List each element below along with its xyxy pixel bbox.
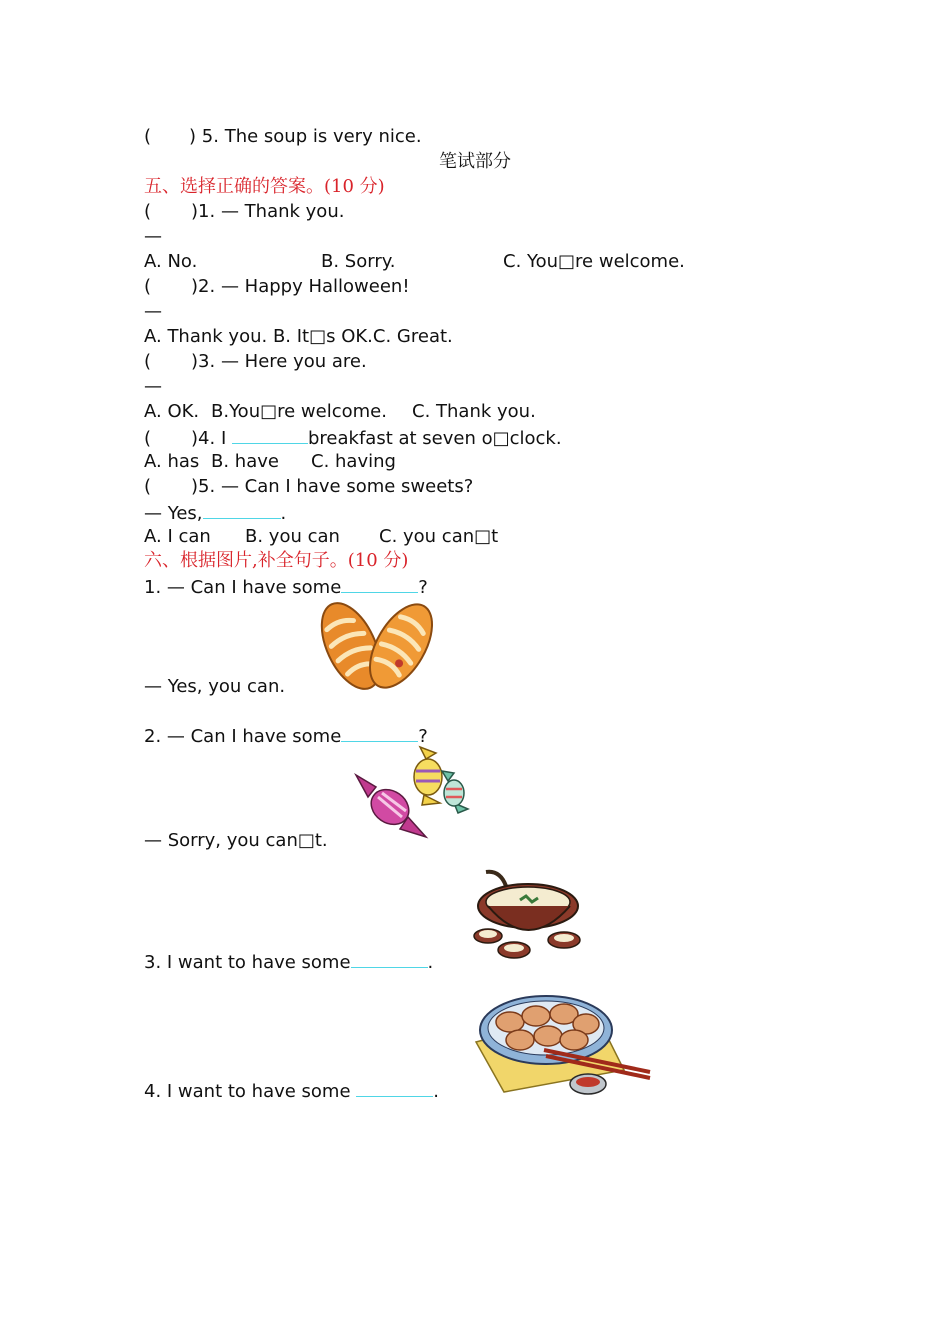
part6-s2: 2. — Can I have some ?: [144, 723, 428, 749]
option-b: B. Sorry.: [321, 251, 396, 272]
option-b: B.You□re welcome.: [211, 401, 387, 422]
q3-dash: —: [144, 376, 162, 397]
part5-heading: 五、选择正确的答案。(10 分): [144, 176, 385, 197]
part5-q2: ( )2. — Happy Halloween!: [144, 276, 410, 297]
s2-answer: — Sorry, you can□t.: [144, 830, 328, 851]
option-a: A. has: [144, 451, 200, 472]
q2-options: A. Thank you. B. It□s OK.C. Great.: [144, 326, 453, 347]
part6-s4: 4. I want to have some .: [144, 1078, 439, 1104]
part6-s1: 1. — Can I have some ?: [144, 574, 428, 600]
answer-blank[interactable]: [351, 949, 428, 968]
section-title: 笔试部分: [439, 151, 511, 172]
option-a: A. OK.: [144, 401, 200, 422]
bread-icon: [316, 596, 436, 694]
q4-options: [144, 450, 396, 474]
q3-options: [144, 400, 536, 424]
part6-s3: 3. I want to have some .: [144, 949, 433, 975]
answer-blank[interactable]: [203, 500, 281, 519]
option-c: C. having: [311, 451, 396, 472]
q2-dash: —: [144, 301, 162, 322]
option-b: B. you can: [245, 526, 340, 547]
s1-answer: — Yes, you can.: [144, 676, 286, 697]
answer-blank[interactable]: [341, 574, 418, 593]
q1-dash: —: [144, 226, 162, 247]
option-c: C. Thank you.: [412, 401, 536, 422]
option-b: B. have: [211, 451, 279, 472]
part5-q1: ( )1. — Thank you.: [144, 201, 345, 222]
answer-paren-open: (: [144, 126, 152, 147]
answer-paren-close: ): [189, 126, 197, 147]
q5-options: [144, 525, 498, 549]
answer-blank[interactable]: [232, 425, 308, 444]
answer-blank[interactable]: [341, 723, 418, 742]
option-a: A. No.: [144, 251, 198, 272]
q5-response: — Yes, .: [144, 500, 286, 526]
dumplings-icon: [474, 992, 654, 1098]
soup-icon: [466, 868, 588, 968]
q1-options: [144, 250, 685, 274]
part5-q4: ( )4. I breakfast at seven o□clock.: [144, 425, 562, 451]
part5-q5: ( )5. — Can I have some sweets?: [144, 476, 474, 497]
option-c: C. you can□t: [379, 526, 499, 547]
option-c: C. You□re welcome.: [503, 251, 685, 272]
option-a: A. I can: [144, 526, 211, 547]
answer-blank[interactable]: [356, 1078, 433, 1097]
question-text: 5. The soup is very nice.: [201, 126, 422, 147]
sweets-icon: [354, 745, 472, 847]
previous-question-5: [144, 125, 422, 149]
part6-heading: 六、根据图片,补全句子。(10 分): [144, 550, 409, 571]
part5-q3: ( )3. — Here you are.: [144, 351, 367, 372]
